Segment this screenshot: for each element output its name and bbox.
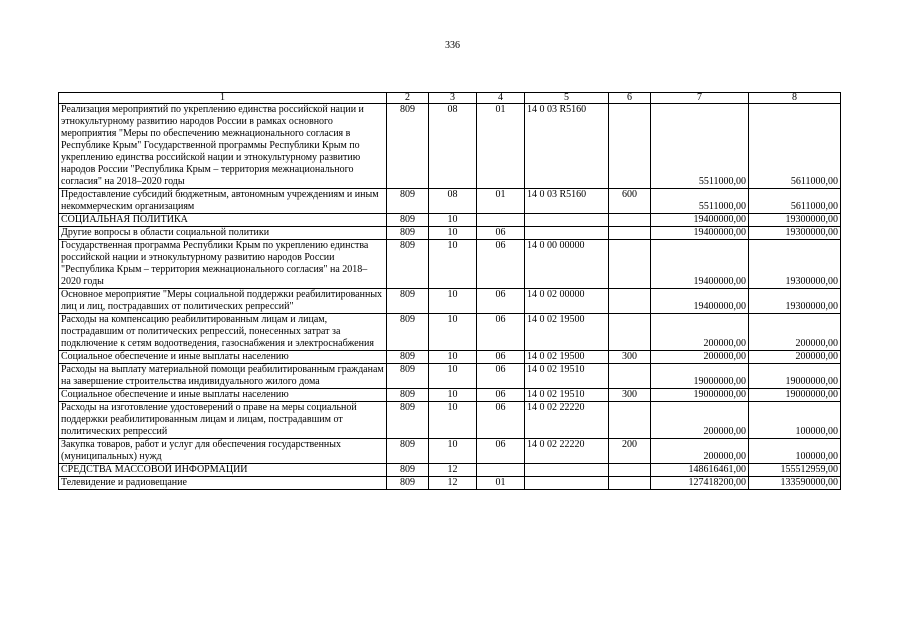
subsection-code-cell: 06 (477, 240, 525, 289)
subsection-code-cell: 06 (477, 364, 525, 389)
grbs-code-cell: 809 (387, 240, 429, 289)
table-row (59, 464, 841, 477)
amount-year2-cell: 19300000,00 (749, 289, 841, 314)
row-name-cell: Государственная программа Республики Крым по укреплению единства российской нации и этнокультурному развитию народов России "Республика Крым – территория межнационального согласия" на 2018–2020 годы (59, 240, 387, 289)
row-name-cell: Расходы на изготовление удостоверений о праве на меры социальной поддержки реабилитированным лицам и лицам, пострадавшим от политических репрессий (59, 402, 387, 439)
amount-year2-cell: 19300000,00 (749, 227, 841, 240)
target-article-cell: 14 0 02 22220 (525, 439, 609, 464)
row-name-cell: Телевидение и радиовещание (59, 477, 387, 490)
section-code-cell: 10 (429, 289, 477, 314)
grbs-code-cell: 809 (387, 227, 429, 240)
header-cell: 5 (525, 93, 609, 104)
subsection-code-cell: 01 (477, 104, 525, 189)
table-row (59, 389, 841, 402)
subsection-code-cell (477, 214, 525, 227)
section-code-cell: 10 (429, 389, 477, 402)
row-name-cell: Предоставление субсидий бюджетным, автономным учреждениям и иным некоммерческим организациям (59, 189, 387, 214)
header-cell: 6 (609, 93, 651, 104)
section-code-cell: 12 (429, 464, 477, 477)
table-row (59, 227, 841, 240)
expense-type-cell (609, 402, 651, 439)
target-article-cell (525, 227, 609, 240)
amount-year1-cell: 200000,00 (651, 351, 749, 364)
section-code-cell: 10 (429, 351, 477, 364)
amount-year1-cell: 19400000,00 (651, 214, 749, 227)
row-name-cell: СОЦИАЛЬНАЯ ПОЛИТИКА (59, 214, 387, 227)
section-code-cell: 10 (429, 402, 477, 439)
target-article-cell (525, 214, 609, 227)
grbs-code-cell: 809 (387, 439, 429, 464)
expense-type-cell: 300 (609, 351, 651, 364)
row-name-cell: Другие вопросы в области социальной политики (59, 227, 387, 240)
target-article-cell: 14 0 02 00000 (525, 289, 609, 314)
amount-year1-cell: 5511000,00 (651, 189, 749, 214)
row-name-cell: Расходы на выплату материальной помощи реабилитированным гражданам на завершение строительства индивидуального жилого дома (59, 364, 387, 389)
row-name-cell: Основное мероприятие "Меры социальной поддержки реабилитированных лиц и лиц, пострадавших от политических репрессий" (59, 289, 387, 314)
expense-type-cell: 600 (609, 189, 651, 214)
subsection-code-cell: 06 (477, 389, 525, 402)
amount-year2-cell: 5611000,00 (749, 104, 841, 189)
amount-year1-cell: 200000,00 (651, 439, 749, 464)
table-row (59, 314, 841, 351)
grbs-code-cell: 809 (387, 402, 429, 439)
row-name-cell: Социальное обеспечение и иные выплаты населению (59, 389, 387, 402)
expense-type-cell (609, 240, 651, 289)
subsection-code-cell: 01 (477, 189, 525, 214)
grbs-code-cell: 809 (387, 189, 429, 214)
page-number: 336 (445, 40, 460, 51)
grbs-code-cell: 809 (387, 214, 429, 227)
expense-type-cell (609, 464, 651, 477)
target-article-cell: 14 0 02 19500 (525, 351, 609, 364)
amount-year1-cell: 19400000,00 (651, 227, 749, 240)
grbs-code-cell: 809 (387, 314, 429, 351)
section-code-cell: 10 (429, 439, 477, 464)
amount-year2-cell: 100000,00 (749, 402, 841, 439)
section-code-cell: 10 (429, 364, 477, 389)
grbs-code-cell: 809 (387, 477, 429, 490)
amount-year1-cell: 127418200,00 (651, 477, 749, 490)
subsection-code-cell: 01 (477, 477, 525, 490)
section-code-cell: 08 (429, 189, 477, 214)
table-row (59, 477, 841, 490)
header-cell: 8 (749, 93, 841, 104)
subsection-code-cell: 06 (477, 289, 525, 314)
grbs-code-cell: 809 (387, 364, 429, 389)
subsection-code-cell: 06 (477, 351, 525, 364)
section-code-cell: 10 (429, 314, 477, 351)
target-article-cell: 14 0 02 19500 (525, 314, 609, 351)
row-name-cell: СРЕДСТВА МАССОВОЙ ИНФОРМАЦИИ (59, 464, 387, 477)
subsection-code-cell: 06 (477, 402, 525, 439)
table-header-row (59, 93, 841, 104)
target-article-cell: 14 0 03 R5160 (525, 104, 609, 189)
row-name-cell: Социальное обеспечение и иные выплаты населению (59, 351, 387, 364)
section-code-cell: 10 (429, 240, 477, 289)
section-code-cell: 12 (429, 477, 477, 490)
amount-year1-cell: 19000000,00 (651, 364, 749, 389)
amount-year2-cell: 5611000,00 (749, 189, 841, 214)
table-row (59, 214, 841, 227)
table-row (59, 364, 841, 389)
subsection-code-cell: 06 (477, 439, 525, 464)
amount-year2-cell: 200000,00 (749, 314, 841, 351)
grbs-code-cell: 809 (387, 389, 429, 402)
amount-year2-cell: 133590000,00 (749, 477, 841, 490)
header-cell: 4 (477, 93, 525, 104)
header-cell: 7 (651, 93, 749, 104)
expense-type-cell (609, 104, 651, 189)
expense-type-cell (609, 227, 651, 240)
grbs-code-cell: 809 (387, 104, 429, 189)
row-name-cell: Реализация мероприятий по укреплению единства российской нации и этнокультурному развитию народов России в рамках основного мероприятия "Меры по обеспечению межнационального согласия в Республике Крым" Государственной программы Республики Крым по укреплению единства российской нации и этнокультурному развитию народов России "Республика Крым – территория межнационального согласия" на 2018–2020 годы (59, 104, 387, 189)
target-article-cell (525, 464, 609, 477)
table-row (59, 351, 841, 364)
row-name-cell: Закупка товаров, работ и услуг для обеспечения государственных (муниципальных) нужд (59, 439, 387, 464)
row-name-cell: Расходы на компенсацию реабилитированным лицам и лицам, пострадавшим от политических репрессий, понесенных затрат за подключение к сетям водоотведения, газоснабжения и электроснабжения (59, 314, 387, 351)
section-code-cell: 08 (429, 104, 477, 189)
target-article-cell: 14 0 00 00000 (525, 240, 609, 289)
amount-year1-cell: 200000,00 (651, 314, 749, 351)
amount-year1-cell: 19000000,00 (651, 389, 749, 402)
amount-year1-cell: 19400000,00 (651, 240, 749, 289)
amount-year2-cell: 155512959,00 (749, 464, 841, 477)
target-article-cell: 14 0 02 19510 (525, 364, 609, 389)
target-article-cell: 14 0 02 19510 (525, 389, 609, 402)
expense-type-cell (609, 289, 651, 314)
grbs-code-cell: 809 (387, 464, 429, 477)
target-article-cell (525, 477, 609, 490)
amount-year1-cell: 200000,00 (651, 402, 749, 439)
grbs-code-cell: 809 (387, 289, 429, 314)
target-article-cell: 14 0 03 R5160 (525, 189, 609, 214)
grbs-code-cell: 809 (387, 351, 429, 364)
subsection-code-cell: 06 (477, 314, 525, 351)
table-row (59, 240, 841, 289)
table-row (59, 289, 841, 314)
section-code-cell: 10 (429, 227, 477, 240)
amount-year2-cell: 19000000,00 (749, 389, 841, 402)
header-cell: 2 (387, 93, 429, 104)
table-row (59, 104, 841, 189)
header-cell: 1 (59, 93, 387, 104)
amount-year2-cell: 19000000,00 (749, 364, 841, 389)
amount-year2-cell: 200000,00 (749, 351, 841, 364)
budget-table (58, 92, 841, 490)
expense-type-cell (609, 364, 651, 389)
amount-year1-cell: 5511000,00 (651, 104, 749, 189)
amount-year1-cell: 19400000,00 (651, 289, 749, 314)
amount-year2-cell: 19300000,00 (749, 214, 841, 227)
table-row (59, 189, 841, 214)
table-row (59, 402, 841, 439)
expense-type-cell (609, 214, 651, 227)
header-cell: 3 (429, 93, 477, 104)
amount-year2-cell: 100000,00 (749, 439, 841, 464)
amount-year2-cell: 19300000,00 (749, 240, 841, 289)
table-row (59, 439, 841, 464)
subsection-code-cell (477, 464, 525, 477)
target-article-cell: 14 0 02 22220 (525, 402, 609, 439)
amount-year1-cell: 148616461,00 (651, 464, 749, 477)
expense-type-cell: 200 (609, 439, 651, 464)
expense-type-cell (609, 314, 651, 351)
section-code-cell: 10 (429, 214, 477, 227)
expense-type-cell (609, 477, 651, 490)
expense-type-cell: 300 (609, 389, 651, 402)
subsection-code-cell: 06 (477, 227, 525, 240)
